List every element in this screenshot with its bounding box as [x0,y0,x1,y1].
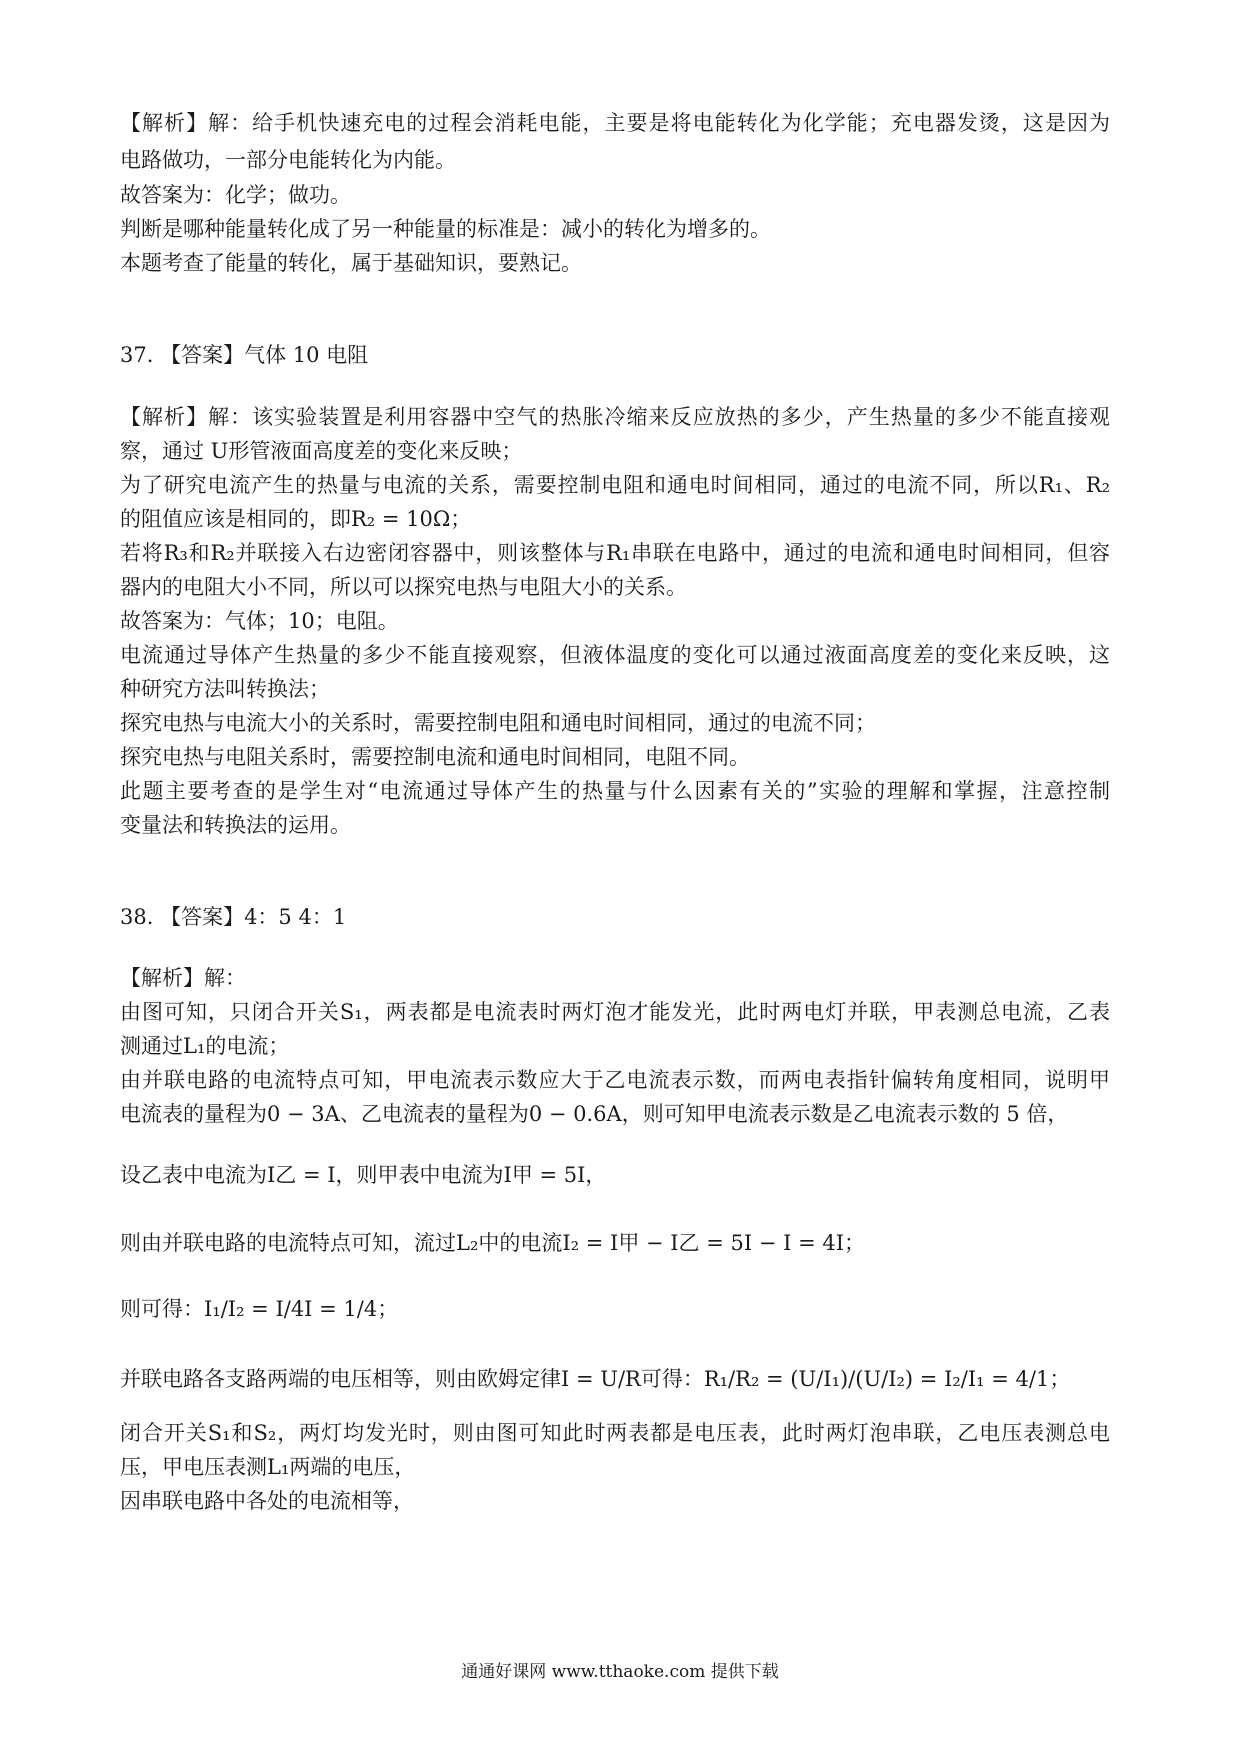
analysis-36-line-4: 判断是哪种能量转化成了另一种能量的标准是：减小的转化为增多的。 [120,217,771,241]
q37-analysis-line-2: 察，通过 U形管液面高度差的变化来反映； [120,439,523,463]
analysis-36-answer: 故答案为：化学；做功。 [120,183,351,207]
q37-analysis-line-13: 变量法和转换法的运用。 [120,813,351,837]
q37-analysis-line-1: 【解析】解：该实验装置是利用容器中空气的热胀冷缩来反应放热的多少，产生热量的多少不能直接观 [120,405,1110,429]
q38-ratio-equation: 则可得：I₁/I₂ = I/4I = 1/4； [120,1297,399,1321]
q38-analysis-line-10: 闭合开关S₁和S₂，两灯均发光时，则由图可知此时两表都是电压表，此时两灯泡串联，乙电压表测总电 [120,1421,1110,1445]
q37-analysis-line-9: 种研究方法叫转换法； [120,677,330,701]
q38-analysis-line-11: 压，甲电压表测L₁两端的电压， [120,1455,416,1479]
q37-analysis-line-4: 的阻值应该是相同的，即R₂ = 10Ω； [120,507,472,531]
q38-analysis-line-12: 因串联电路中各处的电流相等， [120,1489,414,1513]
page-footer: 通通好课网 www.tthaoke.com 提供下载 [461,1662,779,1682]
q37-analysis-line-10: 探究电热与电流大小的关系时，需要控制电阻和通电时间相同，通过的电流不同； [120,711,876,735]
q37-answer-summary: 故答案为：气体；10；电阻。 [120,609,399,633]
q37-analysis-line-11: 探究电热与电阻关系时，需要控制电流和通电时间相同，电阻不同。 [120,745,750,769]
q38-analysis-heading: 【解析】解： [120,966,246,990]
analysis-36-line-1: 【解析】解：给手机快速充电的过程会消耗电能，主要是将电能转化为化学能；充电器发烫，这是因为 [120,111,1110,135]
q38-analysis-line-3: 测通过L₁的电流； [120,1034,290,1058]
q38-answer: 38. 【答案】4：5 4：1 [120,905,347,929]
q37-analysis-line-6: 器内的电阻大小不同，所以可以探究电热与电阻大小的关系。 [120,575,687,599]
q38-analysis-line-2: 由图可知，只闭合开关S₁，两表都是电流表时两灯泡才能发光，此时两电灯并联，甲表测总电流，乙表 [120,1000,1110,1024]
q38-analysis-line-5: 电流表的量程为0 − 3A、乙电流表的量程为0 − 0.6A，则可知甲电流表示数是乙电流表示数的 5 倍， [120,1102,1069,1126]
q38-analysis-line-6: 设乙表中电流为I乙 = I，则甲表中电流为I甲 = 5I， [120,1163,607,1187]
q38-analysis-line-7: 则由并联电路的电流特点可知，流过L₂中的电流I₂ = I甲 − I乙 = 5I − I = 4I； [120,1231,866,1255]
q38-ohm-law-equation: 并联电路各支路两端的电压相等，则由欧姆定律I = U/R可得：R₁/R₂ = (U/I₁)/(U/I₂) = I₂/I₁ = 4/1； [120,1367,1071,1391]
analysis-36-line-2: 电路做功，一部分电能转化为内能。 [120,148,456,172]
q37-analysis-line-5: 若将R₃和R₂并联接入右边密闭容器中，则该整体与R₁串联在电路中，通过的电流和通电时间相同，但容 [120,541,1110,565]
analysis-36-summary: 本题考查了能量的转化，属于基础知识，要熟记。 [120,251,582,275]
q37-analysis-line-8: 电流通过导体产生热量的多少不能直接观察，但液体温度的变化可以通过液面高度差的变化来反映，这 [120,643,1110,667]
q37-answer: 37. 【答案】气体 10 电阻 [120,343,369,367]
q37-analysis-line-3: 为了研究电流产生的热量与电流的关系，需要控制电阻和通电时间相同，通过的电流不同，所以R₁、R₂ [120,473,1110,497]
q37-analysis-line-12: 此题主要考查的是学生对“电流通过导体产生的热量与什么因素有关的”实验的理解和掌握，注意控制 [120,779,1110,803]
q38-analysis-line-4: 由并联电路的电流特点可知，甲电流表示数应大于乙电流表示数，而两电表指针偏转角度相同，说明甲 [120,1068,1110,1092]
